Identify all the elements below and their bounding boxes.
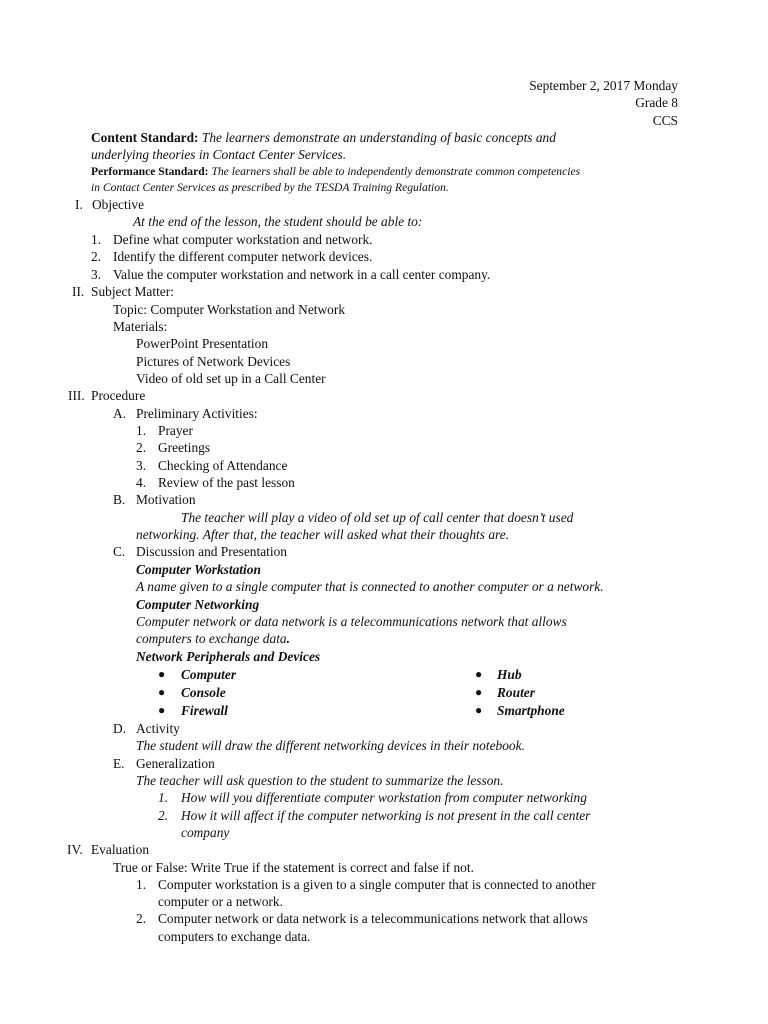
generalization-question: How it will affect if the computer networking is not present in the call center	[181, 808, 591, 823]
performance-standard-text: The learners shall be able to independently demonstrate common competencies	[211, 165, 581, 178]
bullet-icon: ●	[158, 685, 166, 699]
list-number: 1.	[91, 232, 102, 247]
subject-code: CCS	[652, 113, 678, 128]
networking-definition: Computer network or data network is a telecommunications network that allows	[136, 614, 567, 629]
material-item: Video of old set up in a Call Center	[136, 371, 326, 386]
activity-item: Review of the past lesson	[158, 475, 295, 490]
section-number: II.	[72, 284, 85, 299]
letter-marker: B.	[113, 492, 126, 507]
preliminary-activities-label: Preliminary Activities:	[136, 406, 258, 421]
content-standard-text-2: underlying theories in Contact Center Services.	[91, 147, 347, 162]
evaluation-item: Computer workstation is a given to a single computer that is connected to another	[158, 877, 596, 892]
materials-label: Materials:	[113, 319, 168, 334]
activity-label: Activity	[136, 721, 180, 736]
evaluation-instruction: True or False: Write True if the statement is correct and false if not.	[113, 860, 474, 875]
letter-marker: E.	[113, 756, 125, 771]
material-item: PowerPoint Presentation	[136, 336, 269, 351]
section-heading-procedure: Procedure	[91, 388, 146, 403]
list-number: 1.	[158, 790, 169, 805]
material-item: Pictures of Network Devices	[136, 354, 291, 369]
device-item: Computer	[181, 667, 237, 682]
device-item: Console	[181, 685, 226, 700]
motivation-text: The teacher will play a video of old set up of call center that doesn’t used	[181, 510, 574, 525]
section-number: III.	[68, 388, 85, 403]
list-number: 1.	[136, 877, 147, 892]
device-item: Hub	[497, 667, 522, 682]
performance-standard	[91, 163, 580, 180]
bullet-icon: ●	[475, 667, 483, 681]
activity-item: Prayer	[158, 423, 193, 438]
networking-definition-text: computers to exchange data	[136, 631, 287, 646]
objective-item: Define what computer workstation and network.	[113, 232, 373, 247]
list-number: 2.	[158, 808, 169, 823]
section-heading-evaluation: Evaluation	[91, 842, 150, 857]
workstation-definition: A name given to a single computer that is connected to another computer or a network.	[136, 579, 604, 594]
grade-level: Grade 8	[635, 95, 678, 110]
device-item: Firewall	[181, 703, 228, 718]
evaluation-item-2: computer or a network.	[158, 894, 283, 909]
list-number: 2.	[91, 249, 102, 264]
list-number: 3.	[136, 458, 147, 473]
networking-definition-2	[136, 630, 290, 647]
bullet-icon: ●	[158, 667, 166, 681]
evaluation-item: Computer network or data network is a telecommunications network that allows	[158, 911, 588, 926]
generalization-question-2: company	[181, 825, 230, 840]
device-item: Smartphone	[497, 703, 565, 718]
bullet-icon: ●	[475, 703, 483, 717]
performance-standard-text-2: in Contact Center Services as prescribed by the TESDA Training Regulation.	[91, 181, 449, 194]
activity-item: Checking of Attendance	[158, 458, 288, 473]
list-number: 2.	[136, 440, 147, 455]
networking-definition-period: .	[286, 631, 290, 646]
section-heading-subject-matter: Subject Matter:	[91, 284, 174, 299]
discussion-label: Discussion and Presentation	[136, 544, 287, 559]
section-heading-objective: Objective	[92, 197, 145, 212]
motivation-label: Motivation	[136, 492, 196, 507]
workstation-title: Computer Workstation	[136, 562, 261, 577]
section-number: IV.	[67, 842, 83, 857]
activity-text: The student will draw the different networking devices in their notebook.	[136, 738, 525, 753]
letter-marker: A.	[113, 406, 127, 421]
content-standard-text: The learners demonstrate an understanding of basic concepts and	[201, 130, 556, 145]
topic-line: Topic: Computer Workstation and Network	[113, 302, 346, 317]
content-standard	[91, 129, 556, 146]
generalization-question: How will you differentiate computer workstation from computer networking	[181, 790, 587, 805]
bullet-icon: ●	[475, 685, 483, 699]
objective-item: Value the computer workstation and network in a call center company.	[113, 267, 491, 282]
performance-standard-label: Performance Standard:	[91, 165, 209, 178]
list-number: 2.	[136, 911, 147, 926]
devices-title: Network Peripherals and Devices	[136, 649, 321, 664]
objective-intro: At the end of the lesson, the student should be able to:	[133, 214, 423, 229]
letter-marker: D.	[113, 721, 127, 736]
section-number: I.	[75, 197, 83, 212]
list-number: 3.	[91, 267, 102, 282]
device-item: Router	[497, 685, 535, 700]
generalization-text: The teacher will ask question to the student to summarize the lesson.	[136, 773, 504, 788]
list-number: 4.	[136, 475, 147, 490]
generalization-label: Generalization	[136, 756, 215, 771]
objective-item: Identify the different computer network devices.	[113, 249, 373, 264]
evaluation-item-2: computers to exchange data.	[158, 929, 311, 944]
networking-title: Computer Networking	[136, 597, 260, 612]
lesson-date: September 2, 2017 Monday	[529, 78, 678, 93]
content-standard-label: Content Standard:	[91, 130, 199, 145]
motivation-text-2: networking. After that, the teacher will asked what their thoughts are.	[136, 527, 510, 542]
activity-item: Greetings	[158, 440, 211, 455]
list-number: 1.	[136, 423, 147, 438]
letter-marker: C.	[113, 544, 126, 559]
bullet-icon: ●	[158, 703, 166, 717]
